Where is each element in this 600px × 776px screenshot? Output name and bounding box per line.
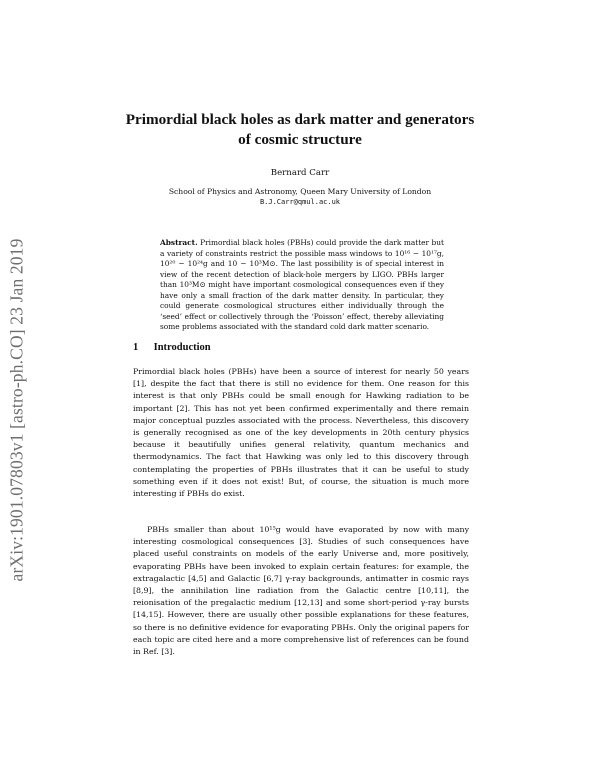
abstract-text: Primordial black holes (PBHs) could provide the dark matter but a variety of constraints restrict the possible mass windows to 10¹⁶ − 10¹⁷g, 10²⁰ − 10²⁴g and 10 − 10³M⊙. The last possibility is of special interest in view of the recent detection of black-hole mergers by LIGO. PBHs larger than 10³M⊙ might have important cosmological consequences even if they have only a small fraction of the dark matter density. In particular, they could generate cosmological structures either individually through the ‘seed’ effect or collectively through the ‘Poisson’ effect, thereby alleviating some problems associated with the standard cold dark matter scenario.	[160, 238, 444, 331]
affiliation: School of Physics and Astronomy, Queen Mary University of London	[168, 187, 432, 196]
abstract-label: Abstract.	[160, 238, 198, 247]
arxiv-identifier-stamp	[2, 200, 32, 620]
section-number: 1	[133, 342, 139, 353]
abstract	[160, 238, 444, 333]
section-heading	[133, 342, 211, 353]
paper-title: Primordial black holes as dark matter and generators of cosmic structure	[125, 111, 475, 148]
section-title: Introduction	[153, 342, 211, 353]
body-paragraph: PBHs smaller than about 10¹⁵g would have evaporated by now with many interesting cosmological consequences [3]. Studies of such consequences have placed useful constraints on models of the early Universe and, more positively, evaporating PBHs have been invoked to explain certain features: for example, the extragalactic [4,5] and Galactic [6,7] γ-ray backgrounds, antimatter in cosmic rays [8,9], the annihilation line radiation from the Galactic centre [10,11], the reionisation of the pregalactic medium [12,13] and some short-period γ-ray bursts [14,15]. However, there are usually other possible explanations for these features, so there is no definitive evidence for evaporating PBHs. Only the original papers for each topic are cited here and a more comprehensive list of references can be found in Ref. [3].	[133, 525, 469, 657]
arxiv-identifier-text: arXiv:1901.07803v1 [astro-ph.CO] 23 Jan 2019	[6, 238, 27, 582]
author-affiliation-block	[120, 187, 480, 207]
author-name: Bernard Carr	[270, 168, 330, 178]
author-email: B.J.Carr@qmul.ac.uk	[259, 198, 341, 206]
body-paragraph: Primordial black holes (PBHs) have been a source of interest for nearly 50 years [1], despite the fact that there is still no evidence for them. One reason for this interest is that only PBHs could be small enough for Hawking radiation to be important [2]. This has not yet been confirmed experimentally and there remain major conceptual puzzles associated with the process. Nevertheless, this discovery is generally recognised as one of the key developments in 20th century physics because it beautifully unifies general relativity, quantum mechanics and thermodynamics. The fact that Hawking was only led to this discovery through contemplating the properties of PBHs illustrates that it can be useful to study something even if it does not exist! But, of course, the situation is much more interesting if PBHs do exist.	[133, 367, 469, 499]
